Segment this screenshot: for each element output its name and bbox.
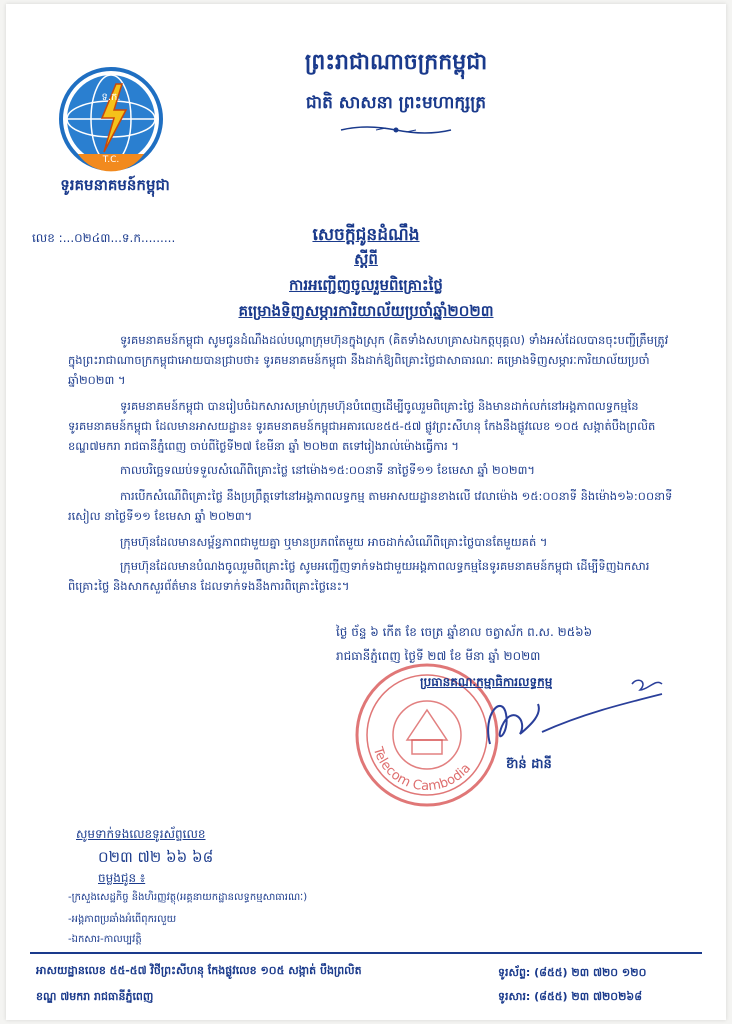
body-paragraph-2: ទូរគមនាគមន៍កម្ពុជា បានរៀបចំឯកសារសម្រាប់ក្រុមហ៊ុនបំពេញដើម្បីចូលរួមពិគ្រោះថ្លៃ និងមានដាក់លក់នៅអង្គភាពលទ្ធកម្មនៃទូរគមនាគមន៍កម្ពុជា ដែលមានអាសយដ្ឋាន៖ ទូរគមនាគមន៍កម្ពុជាអគារលេខ៥៥-៥៧ ផ្លូវព្រះសីហនុ កែងនឹងផ្លូវលេខ ១០៥ សង្កាត់បឹងព្រលិត ខណ្ឌ៧មករា រាជធានីភ្នំពេញ ចាប់ពីថ្ងៃទី២៧ ខែមីនា ឆ្នាំ ២០២៣ តទៅរៀងរាល់ម៉ោងធ្វើការ ។ [68,399,656,453]
footer-address-line-2: ខណ្ឌ ៧មករា រាជធានីភ្នំពេញ [36,990,154,1003]
cc-item: -អង្គភាពប្រឆាំងអំពើពុករលួយ [68,914,177,925]
footer-address-line-1: អាសយដ្ឋានលេខ ៥៥-៥៧ វិថីព្រះសីហនុ កែងផ្លូវលេខ ១០៥ សង្កាត់ បឹងព្រលិត [36,964,362,977]
organization-name: ទូរគមនាគមន៍កម្ពុជា [60,176,170,194]
document-page [6,4,726,1020]
ornament-divider-icon [336,124,456,136]
cc-item: -ឯកសារ-កាលប្បវត្តិ [68,934,142,945]
contact-label: សូមទាក់ទងលេខទូរស័ព្ទលេខ [76,827,206,841]
kingdom-heading: ព្រះរាជាណាចក្រកម្ពុជា [304,50,488,75]
national-motto: ជាតិ សាសនា ព្រះមហាក្សត្រ [305,93,487,113]
cc-item: -ក្រសួងសេដ្ឋកិច្ច និងហិរញ្ញវត្ថុ(អគ្គនាយកដ្ឋានលទ្ធកម្មសាធារណៈ) [68,892,308,903]
announcement-subject: ស្ដីពី [354,250,378,268]
solar-date: រាជធានីភ្នំពេញ ថ្ងៃទី ២៧ ខែ មីនា ឆ្នាំ ២០២៣ [336,649,541,663]
cc-label: ចម្លងជូន ៖ [98,871,146,885]
body-paragraph-3: កាលបរិច្ឆេទឈប់ទទួលសំណើពិគ្រោះថ្លៃ នៅម៉ោង១៥:០០នាទី នាថ្ងៃទី១១ ខែមេសា ឆ្នាំ ២០២៣។ [120,463,535,477]
logo-bottom-text: T.C. [102,155,120,165]
body-paragraph-4: ការបើកសំណើពិគ្រោះថ្លៃ នឹងប្រព្រឹត្តទៅនៅអង្គភាពលទ្ធកម្ម តាមអាសយដ្ឋានខាងលើ វេលាម៉ោង ១៥:០០នាទី និងម៉ោង១៦:០០នាទី រសៀល នាថ្ងៃទី១១ ខែមេសា ឆ្នាំ ២០២៣។ [68,489,673,523]
logo-top-text: ទ.ក. [101,92,121,103]
body-paragraph-6: ក្រុមហ៊ុនដែលមានបំណងចូលរួមពិគ្រោះថ្លៃ សូមអញ្ជើញទាក់ទងជាមួយអង្គភាពលទ្ធកម្មនៃទូរគមនាគមន៍កម្ពុជា ដើម្បីទិញឯកសារពិគ្រោះថ្លៃ និងសាកសួរព័ត៌មាន ដែលទាក់ទងនឹងការពិគ្រោះថ្លៃនេះ។ [68,559,650,593]
reference-number: លេខ :...០២៤៣...ទ.ក......... [32,231,176,245]
signer-name: ខ៊ាន់ ដានី [506,757,552,772]
announcement-line-1: ការអញ្ជើញចូលរួមពិគ្រោះថ្លៃ [289,276,443,294]
announcement-title: សេចក្ដីជូនដំណឹង [312,225,420,245]
signer-title: ប្រធានគណៈកម្មាធិការលទ្ធកម្ម [420,675,553,689]
stamp-text: Telecom Cambodia [369,745,474,795]
telecom-cambodia-logo-icon [58,66,164,172]
lunar-date: ថ្ងៃ ច័ន្ទ ៦ កើត ខែ ចេត្រ ឆ្នាំខាល ចត្វាស័ក ព.ស. ២៥៦៦ [336,625,593,639]
announcement-line-2: គម្រោងទិញសម្ភារការិយាល័យប្រចាំឆ្នាំ២០២៣ [238,302,494,320]
footer-telephone: ទូរស័ព្ទ: (៨៥៥) ២៣ ៧២០ ១២០ [498,966,647,979]
signature-icon [472,674,672,754]
body-paragraph-5: ក្រុមហ៊ុនដែលមានសម្ព័ន្ធភាពជាមួយគ្នា ឬមានប្រភពតែមួយ អាចដាក់សំណើពិគ្រោះថ្លៃបានតែមួយគត់ ។ [120,535,548,549]
footer-fax: ទូរសារ: (៨៥៥) ២៣ ៧២០២៦៨ [498,990,642,1003]
footer-divider [30,952,702,954]
body-paragraph-1: ទូរគមនាគមន៍កម្ពុជា សូមជូនដំណឹងដល់បណ្តាក្រុមហ៊ុនក្នុងស្រុក (គិតទាំងសហគ្រាសឯកត្តបុគ្គល) ទាំងអស់ដែលបានចុះបញ្ជីត្រឹមត្រូវក្នុងព្រះរាជាណាចក្រកម្ពុជាអោយបានជ្រាបថា៖ ទូរគមនាគមន៍កម្ពុជា នឹងដាក់ឱ្យពិគ្រោះថ្លៃជាសាធារណៈ គម្រោងទិញសម្ភារៈការិយាល័យប្រចាំឆ្នាំ២០២៣ ។ [68,333,669,387]
contact-phone: ០២៣ ៧២ ៦៦ ៦៨ [98,848,214,866]
